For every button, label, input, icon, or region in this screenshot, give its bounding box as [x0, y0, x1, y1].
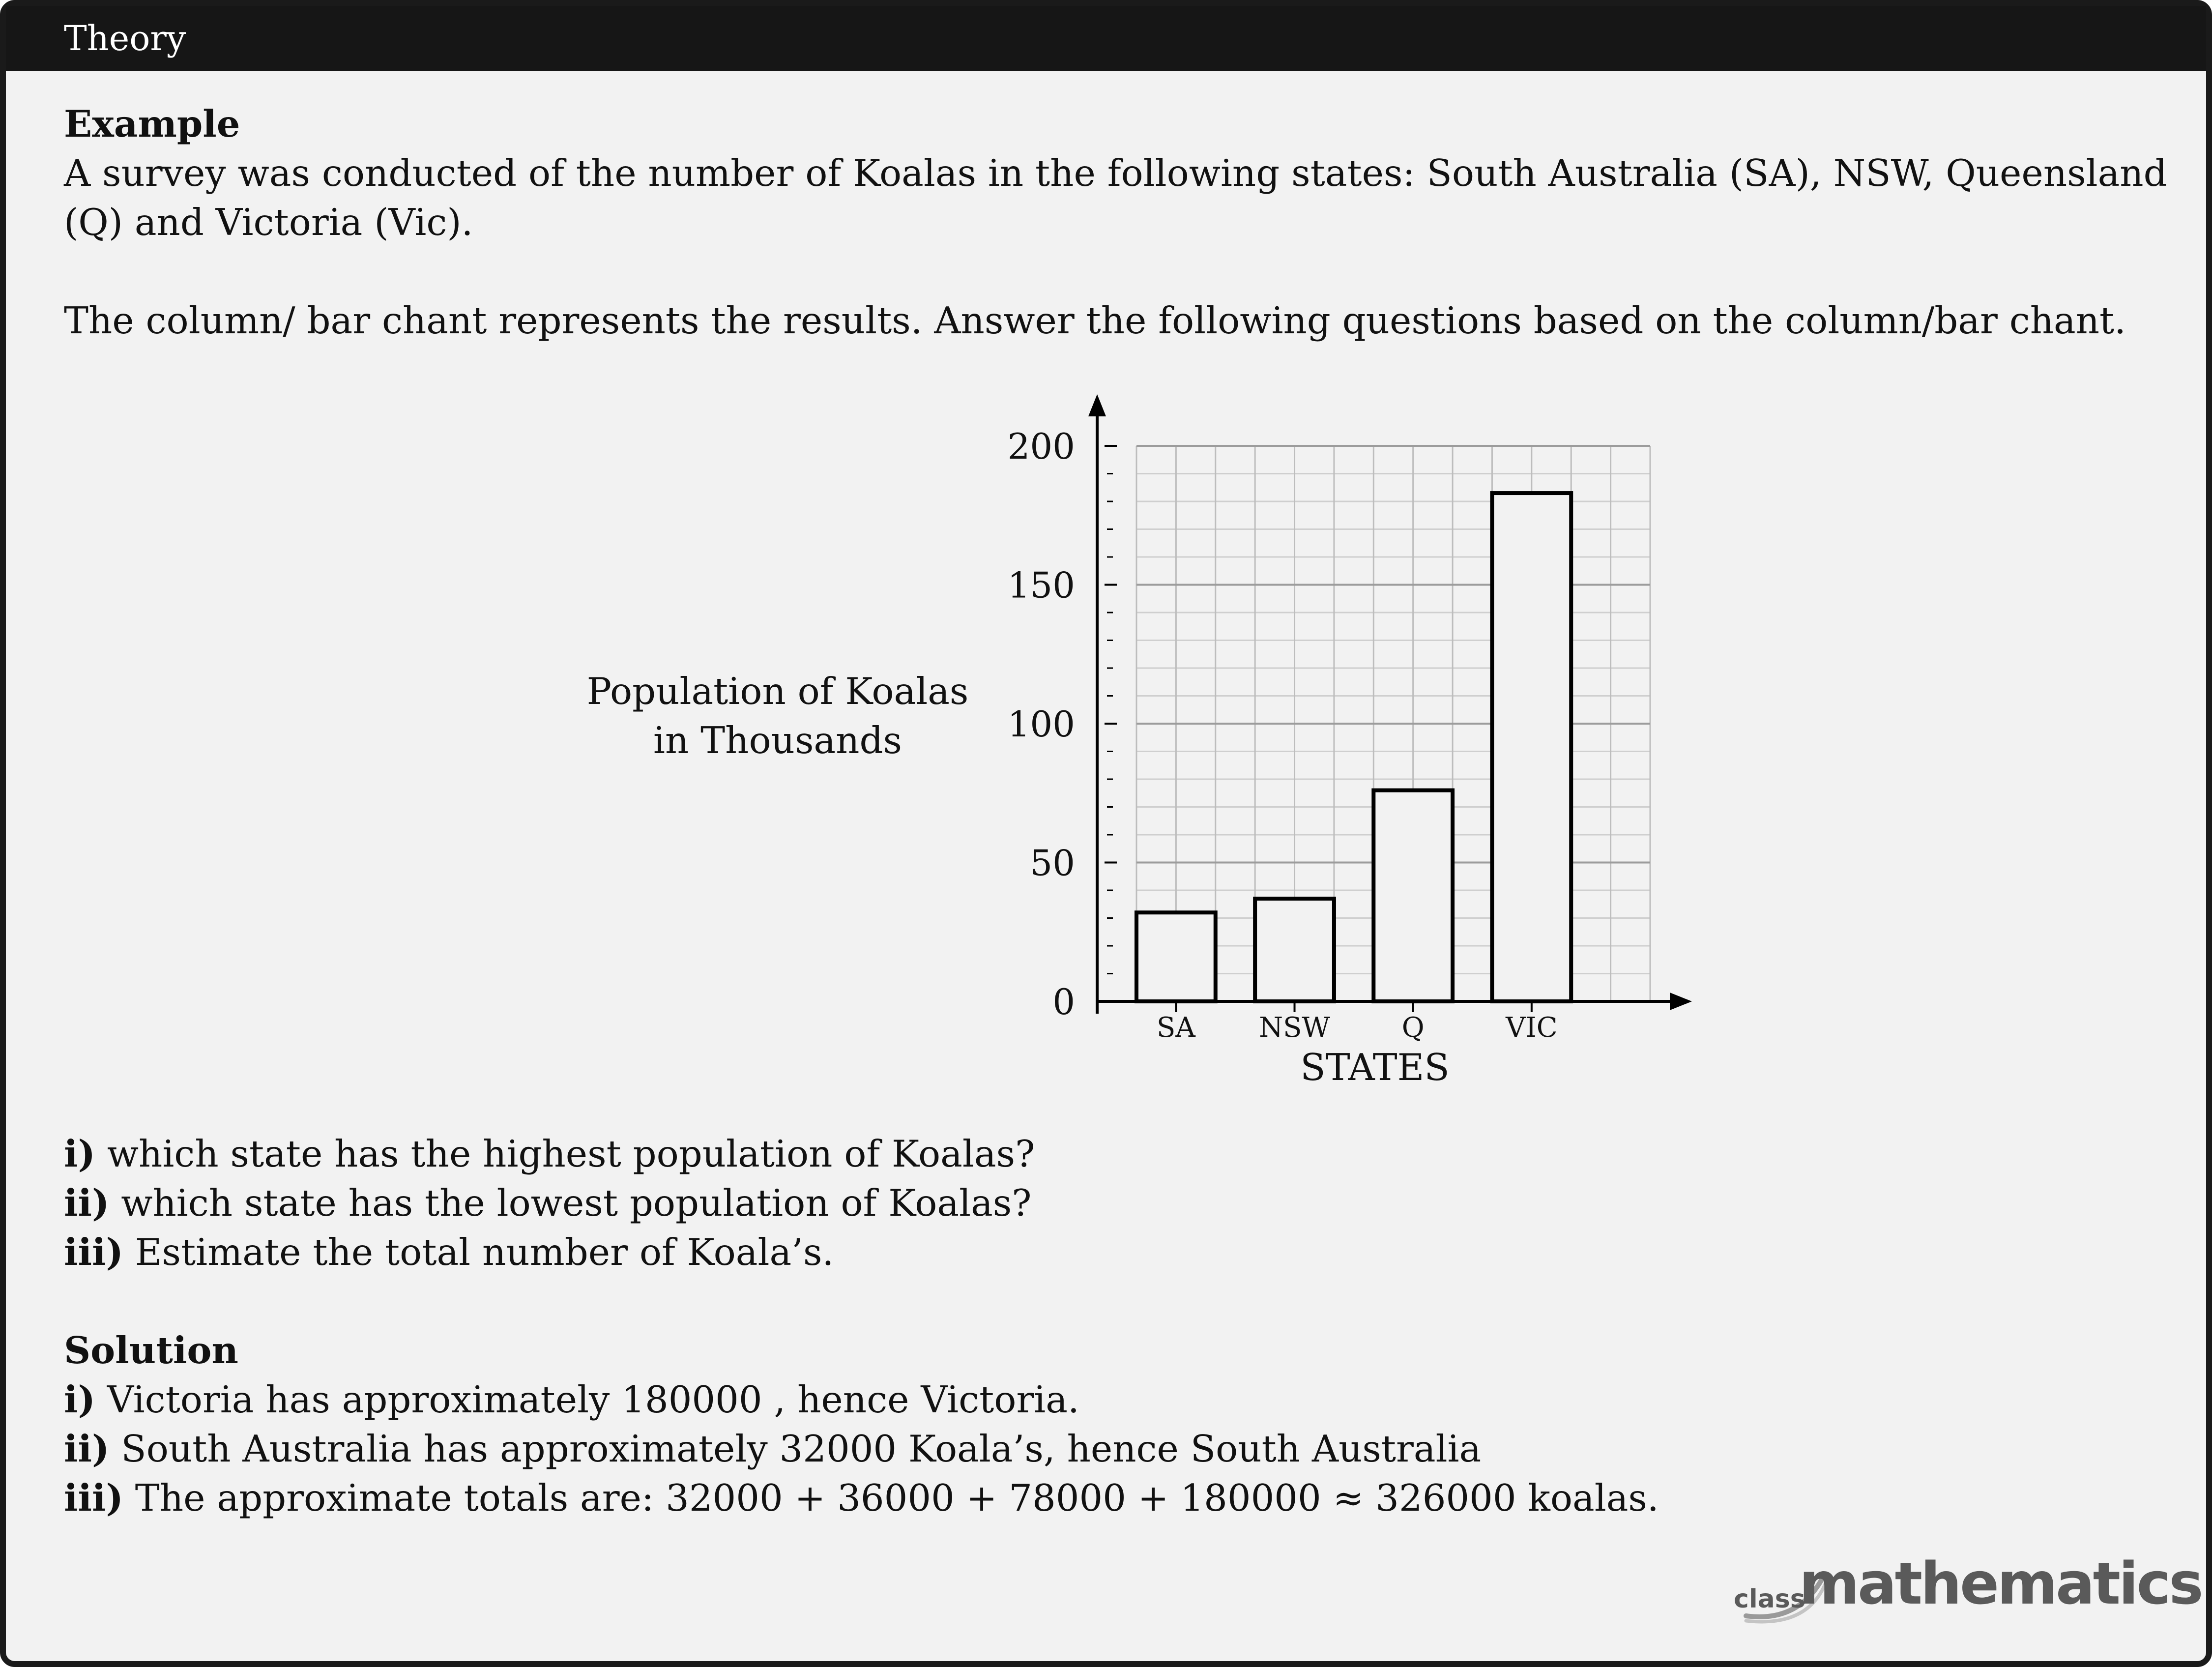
spacer: [64, 1277, 2178, 1326]
x-axis-arrow: [1670, 993, 1692, 1010]
bar-vic: [1492, 493, 1571, 1001]
x-tick-label: SA: [1156, 1012, 1195, 1044]
x-tick-label: Q: [1401, 1012, 1425, 1044]
solution-1: i) Victoria has approximately 180000 , hence Victoria.: [64, 1378, 1079, 1421]
y-tick-label: 100: [1007, 703, 1075, 745]
questions-list: [64, 1129, 2178, 1277]
y-axis-arrow: [1088, 394, 1106, 416]
question-1: i) which state has the highest population of Koalas?: [64, 1132, 1035, 1175]
x-tick-label: NSW: [1259, 1012, 1330, 1044]
questions-and-solution: [64, 1129, 2178, 1522]
example-section: [64, 99, 2178, 345]
solution-3: iii) The approximate totals are: 32000 + 36000 + 78000 + 180000 ≈ 326000 koalas.: [64, 1476, 1659, 1520]
header-title: Theory: [64, 18, 186, 58]
y-axis-label-line-1: Population of Koalas: [586, 670, 969, 713]
spacer: [64, 247, 2178, 296]
question-3: iii) Estimate the total number of Koala’s.: [64, 1230, 834, 1274]
svg-text:class: class: [1734, 1584, 1805, 1614]
y-tick-label: 0: [1052, 981, 1075, 1023]
bar-chart: [566, 389, 1726, 1102]
y-tick-label: 200: [1007, 426, 1075, 467]
y-tick-label: 50: [1030, 842, 1075, 884]
solution-2: ii) South Australia has approximately 32000 Koala’s, hence South Australia: [64, 1427, 1482, 1470]
header-bar: [6, 6, 2206, 71]
svg-text:mathematics: mathematics: [1799, 1550, 2202, 1617]
class-mathematics-logo: [1726, 1550, 2202, 1633]
example-instruction: The column/ bar chant represents the results. Answer the following questions based on the column/bar chant.: [64, 299, 2126, 342]
y-tick-label: 150: [1007, 564, 1075, 606]
solution-block: [64, 1326, 2178, 1522]
y-axis-label-line-2: in Thousands: [653, 719, 902, 762]
question-2: ii) which state has the lowest population of Koalas?: [64, 1181, 1032, 1225]
example-heading: Example: [64, 102, 240, 146]
solution-heading: Solution: [64, 1329, 238, 1372]
x-axis-label: STATES: [1300, 1046, 1450, 1089]
x-tick-label: VIC: [1506, 1012, 1558, 1044]
bar-sa: [1136, 912, 1216, 1001]
bar-q: [1373, 790, 1453, 1001]
example-intro: A survey was conducted of the number of Koalas in the following states: South Australia (SA), NSW, Queensland (Q) and Victoria (Vic).: [64, 151, 2167, 244]
bar-nsw: [1255, 899, 1334, 1001]
